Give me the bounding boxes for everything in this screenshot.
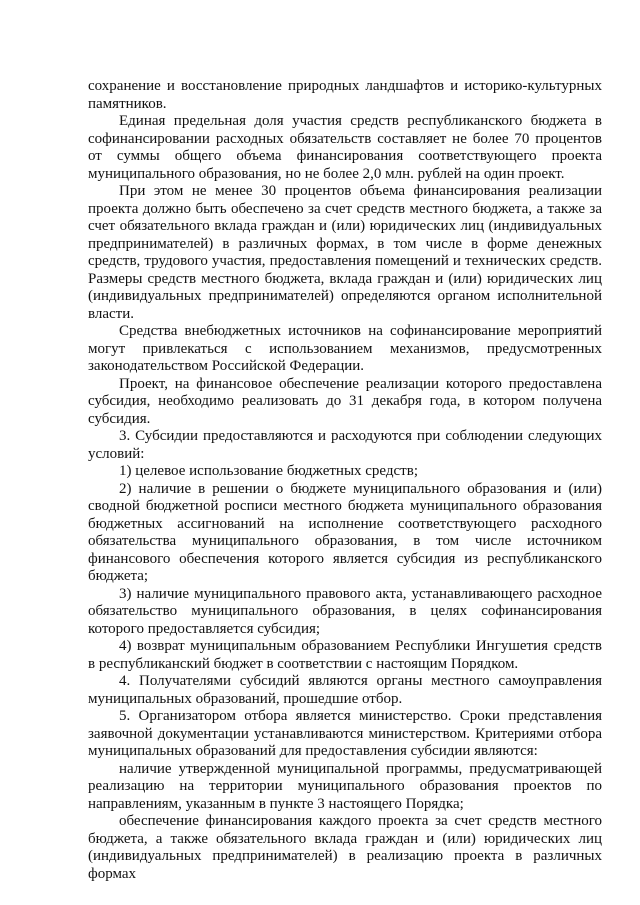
list-item-condition-3: 3) наличие муниципального правового акта, устанавливающего расходное обязательство муниципального образования, в целях софинансирования которого предоставляется субсидия; <box>88 585 602 637</box>
list-item-criterion-financing: обеспечение финансирования каждого проекта за счет средств местного бюджета, а также обязательного вклада граждан и (или) юридических лиц (индивидуальных предпринимателей) в реализацию проекта в различных формах <box>88 813 602 882</box>
list-item-condition-4: 4) возврат муниципальным образованием Республики Ингушетия средств в республиканский бюджет в соответствии с настоящим Порядком. <box>88 638 602 672</box>
paragraph-point-5: 5. Организатором отбора является министерство. Сроки представления заявочной документации устанавливаются министерством. Критериями отбора муниципальных образований для предоставления субсидии являются: <box>88 708 602 759</box>
document-page <box>88 78 602 883</box>
paragraph-point-3: 3. Субсидии предоставляются и расходуются при соблюдении следующих условий: <box>88 428 602 462</box>
list-item-condition-2: 2) наличие в решении о бюджете муниципального образования и (или) сводной бюджетной росписи местного бюджета муниципального образования бюджетных ассигнований на исполнение соответствующего расходного обязательства муниципального образования, в том числе источником финансового обеспечения которого является субсидия из республиканского бюджета; <box>88 480 602 584</box>
paragraph-funding-share: Единая предельная доля участия средств республиканского бюджета в софинансировании расходных обязательств составляет не более 70 процентов от суммы общего объема финансирования соответствующего проекта муниципального образования, но не более 2,0 млн. рублей на один проект. <box>88 113 602 182</box>
paragraph-extrabudgetary: Средства внебюджетных источников на софинансирование мероприятий могут привлекаться с использованием механизмов, предусмотренных законодательством Российской Федерации. <box>88 323 602 374</box>
paragraph-point-4: 4. Получателями субсидий являются органы местного самоуправления муниципальных образований, прошедшие отбор. <box>88 673 602 707</box>
list-item-criterion-program: наличие утвержденной муниципальной программы, предусматривающей реализацию на территории муниципального образования проектов по направлениям, указанным в пункте 3 настоящего Порядка; <box>88 760 602 812</box>
paragraph-project-deadline: Проект, на финансовое обеспечение реализации которого предоставлена субсидия, необходимо реализовать до 31 декабря года, в котором получена субсидия. <box>88 375 602 427</box>
paragraph-continuation: сохранение и восстановление природных ландшафтов и историко-культурных памятников. <box>88 78 602 112</box>
list-item-condition-1: 1) целевое использование бюджетных средств; <box>119 463 418 479</box>
paragraph-local-budget: При этом не менее 30 процентов объема финансирования реализации проекта должно быть обеспечено за счет средств местного бюджета, а также за счет обязательного вклада граждан и (или) юридических лиц (индивидуальных предпринимателей) в различных формах, в том числе в форме денежных средств, трудового участия, предоставления помещений и технических средств. Размеры средств местного бюджета, вклада граждан и (или) юридических лиц (индивидуальных предпринимателей) определяются органом исполнительной власти. <box>88 183 602 322</box>
